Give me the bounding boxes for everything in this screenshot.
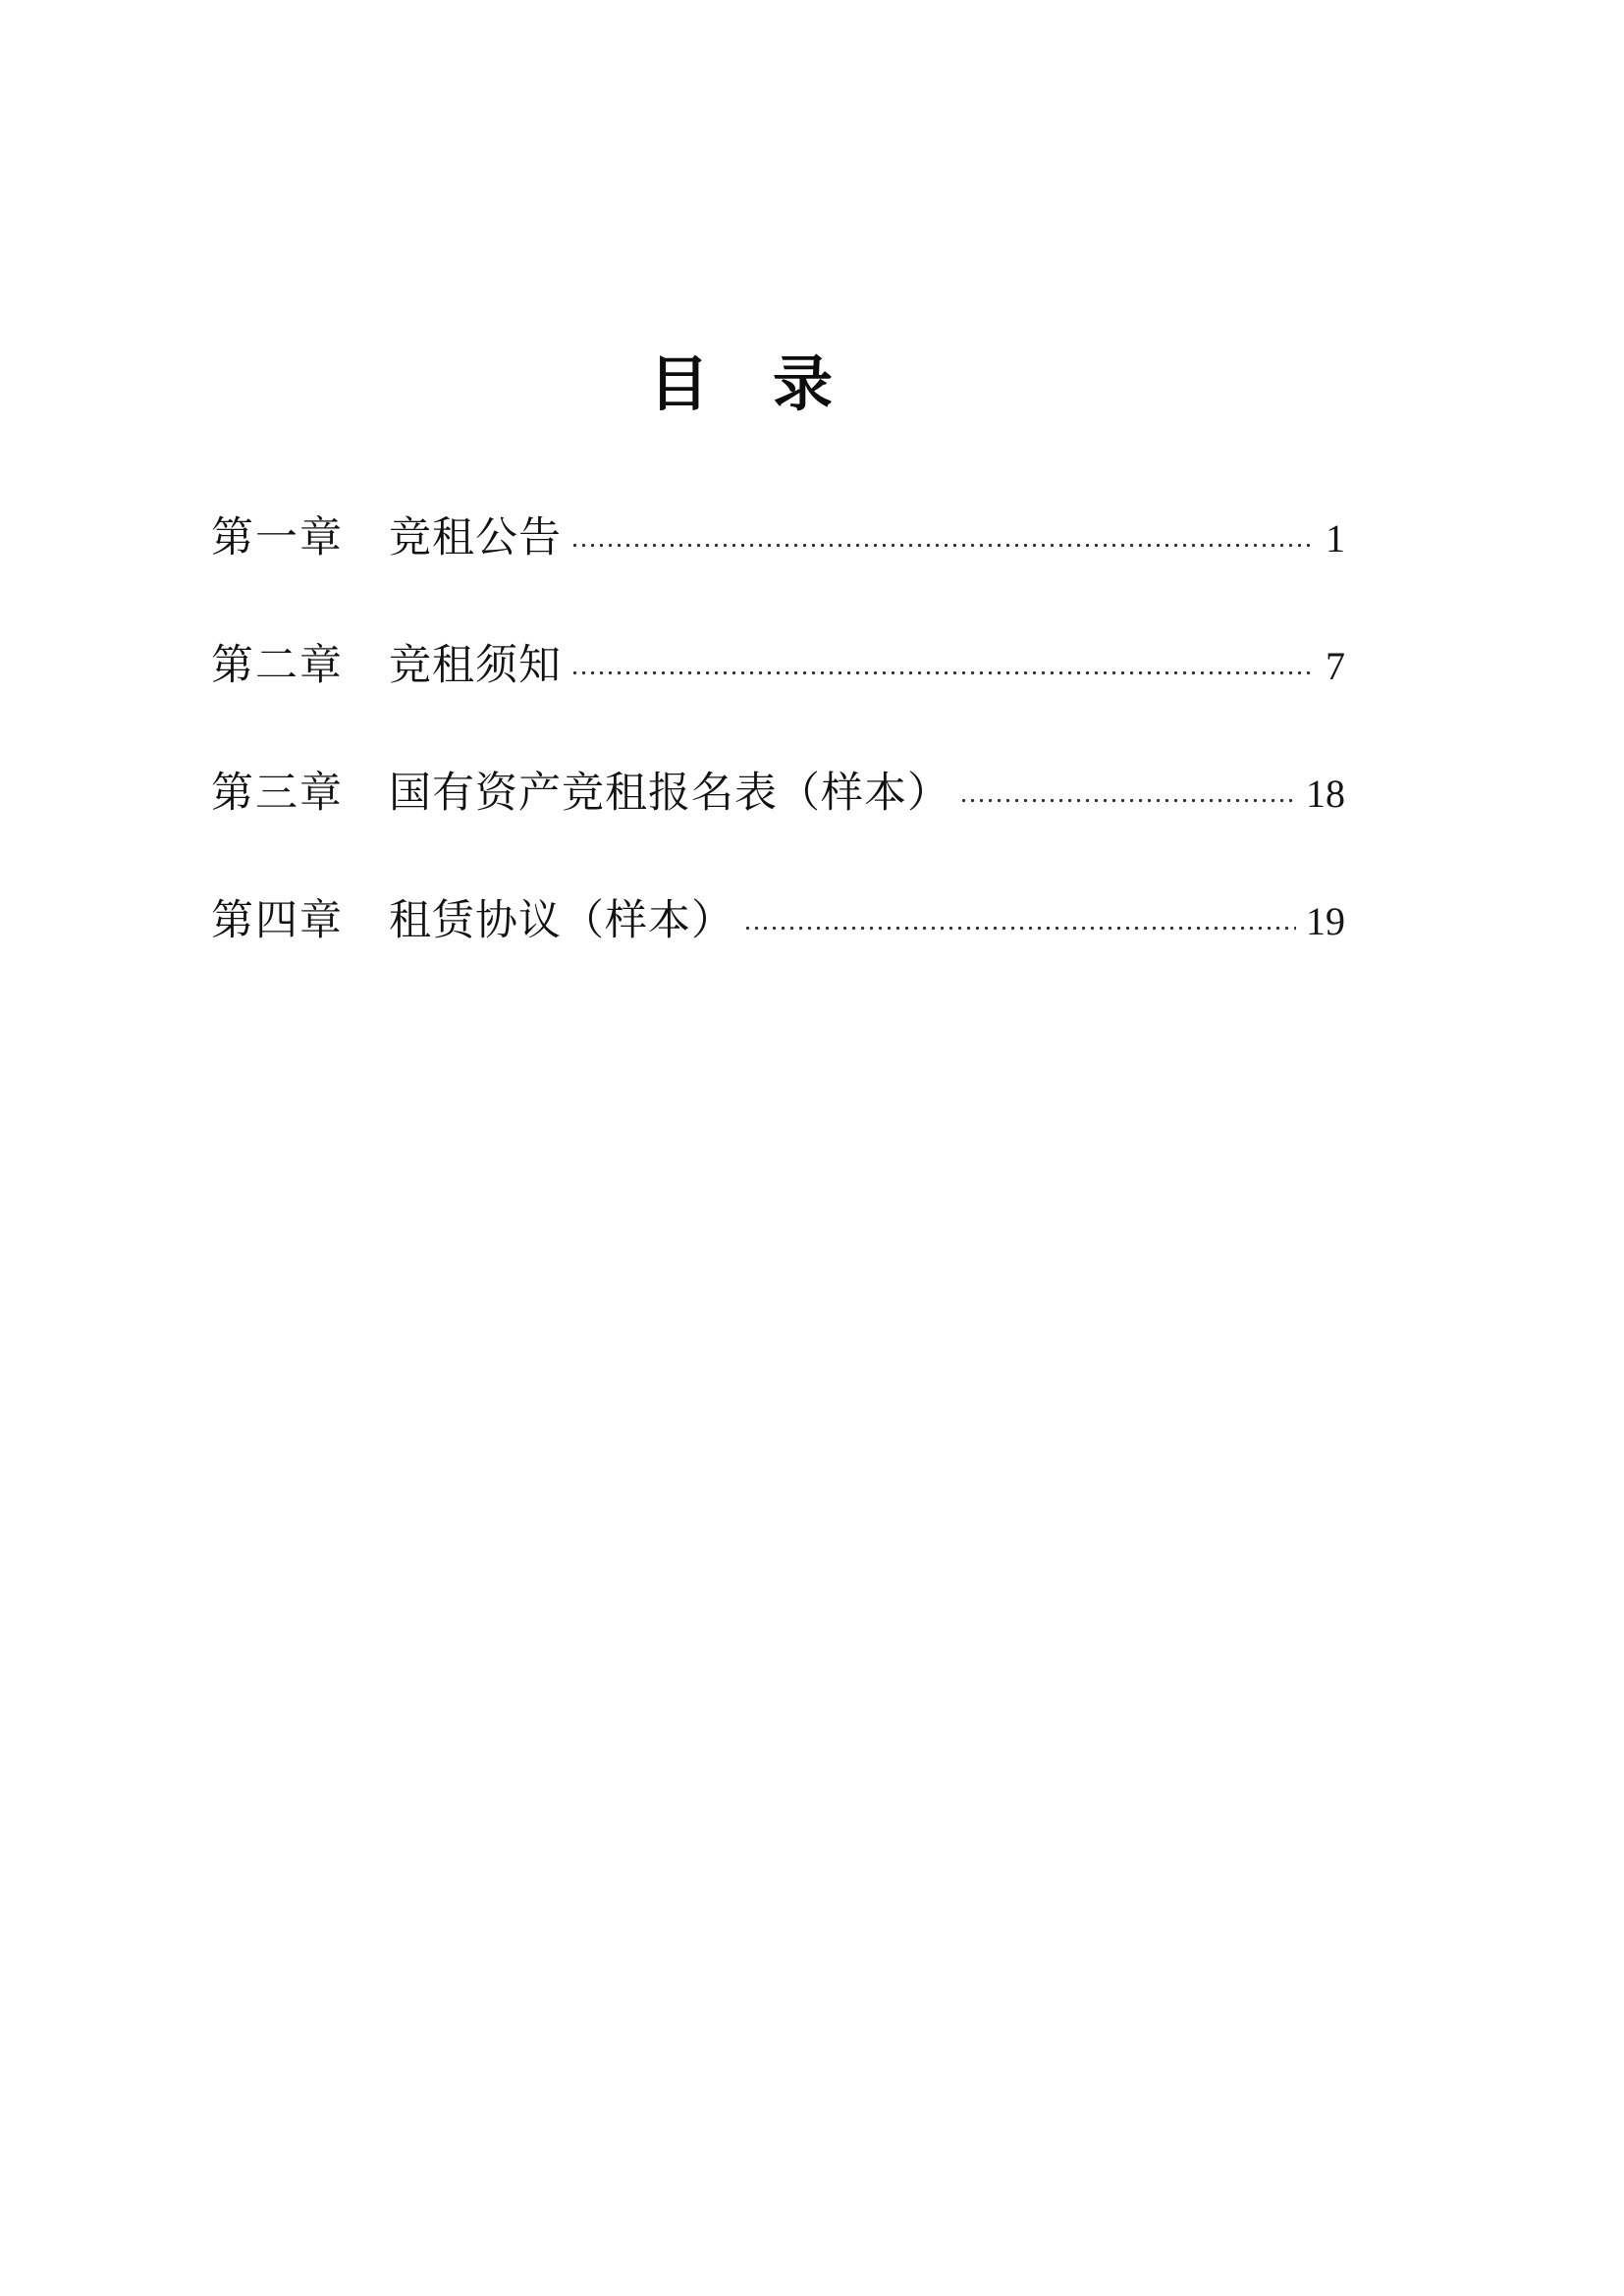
chapter-label: 第二章 — [211, 643, 344, 689]
chapter-label: 第四章 — [211, 898, 344, 944]
toc-entry-chapter-1[interactable] — [211, 511, 1345, 566]
dot-leader — [573, 544, 1316, 552]
entry-title: 竞租须知 — [389, 643, 562, 689]
toc-entry-chapter-4[interactable] — [211, 894, 1345, 949]
page-number: 19 — [1306, 899, 1345, 943]
dot-leader — [962, 799, 1296, 807]
page-title: 目 录 — [648, 352, 835, 418]
chapter-label: 第一章 — [211, 515, 344, 561]
entry-title: 国有资产竞租报名表（样本） — [389, 771, 950, 817]
dot-leader — [746, 927, 1296, 934]
toc-content — [211, 0, 1345, 949]
table-of-contents — [211, 511, 1345, 949]
dot-leader — [573, 671, 1316, 679]
toc-entry-chapter-3[interactable] — [211, 767, 1345, 822]
entry-title: 竞租公告 — [389, 515, 562, 561]
page-number: 1 — [1326, 516, 1345, 561]
entry-title: 租赁协议（样本） — [389, 898, 734, 944]
page-number: 7 — [1326, 644, 1345, 688]
chapter-label: 第三章 — [211, 771, 344, 817]
page-number: 18 — [1306, 772, 1345, 816]
toc-entry-chapter-2[interactable] — [211, 639, 1345, 694]
